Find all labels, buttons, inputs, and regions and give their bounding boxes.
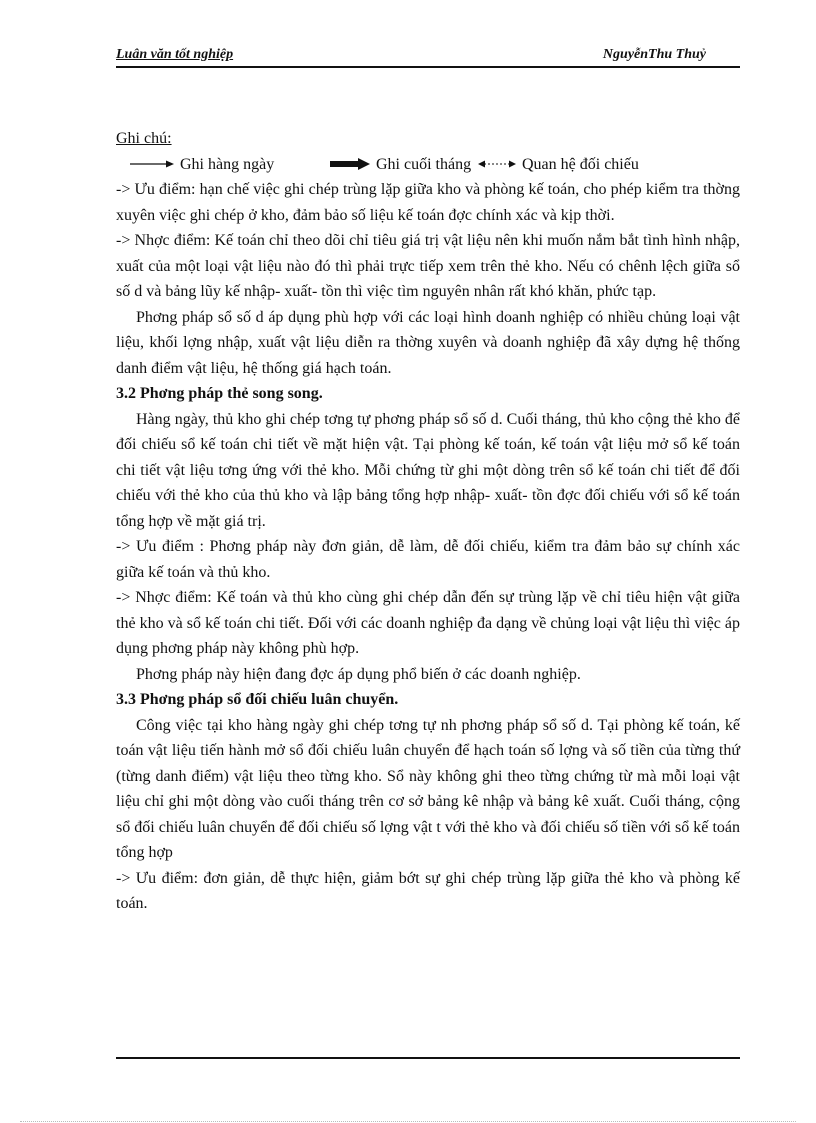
paragraph-disadvantages-1: -> Nhợc điểm: Kế toán chỉ theo dõi chỉ tiêu giá trị vật liệu nên khi muốn nắm bắt tình hình nhập, xuất của một loại vật liệu nào đó thì phải trực tiếp xem trên thẻ kho. Nếu có chênh lệch giữa sổ số d và bảng lũy kế nhập- xuất- tồn thì việc tìm nguyên nhân rất khó khăn, phức tạp. (116, 232, 740, 300)
paragraph-applicability-2: Phơng pháp này hiện đang đợc áp dụng phổ biến ở các doanh nghiệp. (136, 665, 581, 683)
thin-arrow-icon (130, 159, 174, 169)
paragraph-method-2: Hàng ngày, thủ kho ghi chép tơng tự phơng pháp sổ số d. Cuối tháng, thủ kho cộng thẻ kho để đối chiếu sổ kế toán chi tiết về mặt hiện vật. Tại phòng kế toán, kế toán vật liệu mở sổ kế toán chi tiết vật liệu tơng ứng với thẻ kho. Mỗi chứng từ ghi một dòng trên sổ kế toán chi tiết để đối chiếu với thẻ kho của thủ kho và lập bảng tổng hợp nhập- xuất- tồn đợc đối chiếu với sổ kế toán tổng hợp về mặt giá trị. (116, 410, 740, 530)
legend (116, 152, 740, 178)
header-thesis-title: Luân văn tốt nghiệp (116, 47, 234, 62)
header-author-name: NguyễnThu Thuỷ (602, 47, 706, 62)
thick-arrow-icon (330, 158, 370, 170)
legend-item-reconcile (478, 152, 639, 178)
legend-item-monthly (330, 152, 478, 178)
paragraph-advantages-2: -> Ưu điểm : Phơng pháp này đơn giản, dễ làm, dễ đối chiếu, kiểm tra đảm bảo sự chính xác giữa kế toán và thủ kho. (116, 538, 740, 581)
paragraph-advantages-1: -> Ưu điểm: hạn chế việc ghi chép trùng lặp giữa kho và phòng kế toán, cho phép kiểm tra thờng xuyên việc ghi chép ở kho, đảm bảo số liệu kế toán đợc chính xác và kịp thời. (116, 181, 740, 224)
heading-3-3: 3.3 Phơng pháp sổ đối chiếu luân chuyển. (116, 691, 399, 708)
paragraph-method-3: Công việc tại kho hàng ngày ghi chép tơng tự nh phơng pháp sổ số d. Tại phòng kế toán, kế toán vật liệu tiến hành mở sổ đối chiếu luân chuyển để hạch toán số lợng và số tiền của từng thứ (từng danh điểm) vật liệu theo từng kho. Sổ này không ghi theo từng chứng từ mà mỗi loại vật liệu chỉ ghi một dòng vào cuối tháng trên cơ sở bảng kê nhập và bảng kê xuất. Cuối tháng, cộng sổ đối chiếu luân chuyển để đối chiếu số lợng vật t với thẻ kho và đối chiếu số tiền với sổ kế toán tổng hợp (116, 716, 740, 861)
footer-rule (116, 1057, 740, 1059)
legend-label-monthly: Ghi cuối tháng (376, 155, 472, 173)
page-edge-dotted-line (20, 1121, 796, 1122)
legend-title: Ghi chú: (116, 130, 172, 147)
legend-label-daily: Ghi hàng ngày (180, 155, 275, 173)
document-body (116, 126, 740, 917)
heading-3-2: 3.2 Phơng pháp thẻ song song. (116, 385, 323, 402)
paragraph-applicability-1: Phơng pháp sổ số d áp dụng phù hợp với các loại hình doanh nghiệp có nhiều chủng loại vật liệu, khối lợng nhập, xuất vật liệu diễn ra thờng xuyên và doanh nghiệp đã xây dựng hệ thống danh điểm vật liệu, hệ thống giá hạch toán. (116, 308, 740, 377)
legend-label-reconcile: Quan hệ đối chiếu (522, 155, 639, 173)
page-header (116, 46, 740, 68)
paragraph-advantages-3: -> Ưu điểm: đơn giản, dễ thực hiện, giảm bớt sự ghi chép trùng lặp giữa thẻ kho và phòng kế toán. (116, 869, 740, 912)
dotted-double-arrow-icon (478, 159, 516, 169)
paragraph-disadvantages-2: -> Nhợc điểm: Kế toán và thủ kho cùng ghi chép dẫn đến sự trùng lặp về chỉ tiêu hiện vật giữa thẻ kho và sổ kế toán chi tiết. Đối với các doanh nghiệp đa dạng về chủng loại vật liệu thì việc áp dụng phơng pháp này không phù hợp. (116, 589, 740, 657)
legend-item-daily (130, 152, 330, 178)
